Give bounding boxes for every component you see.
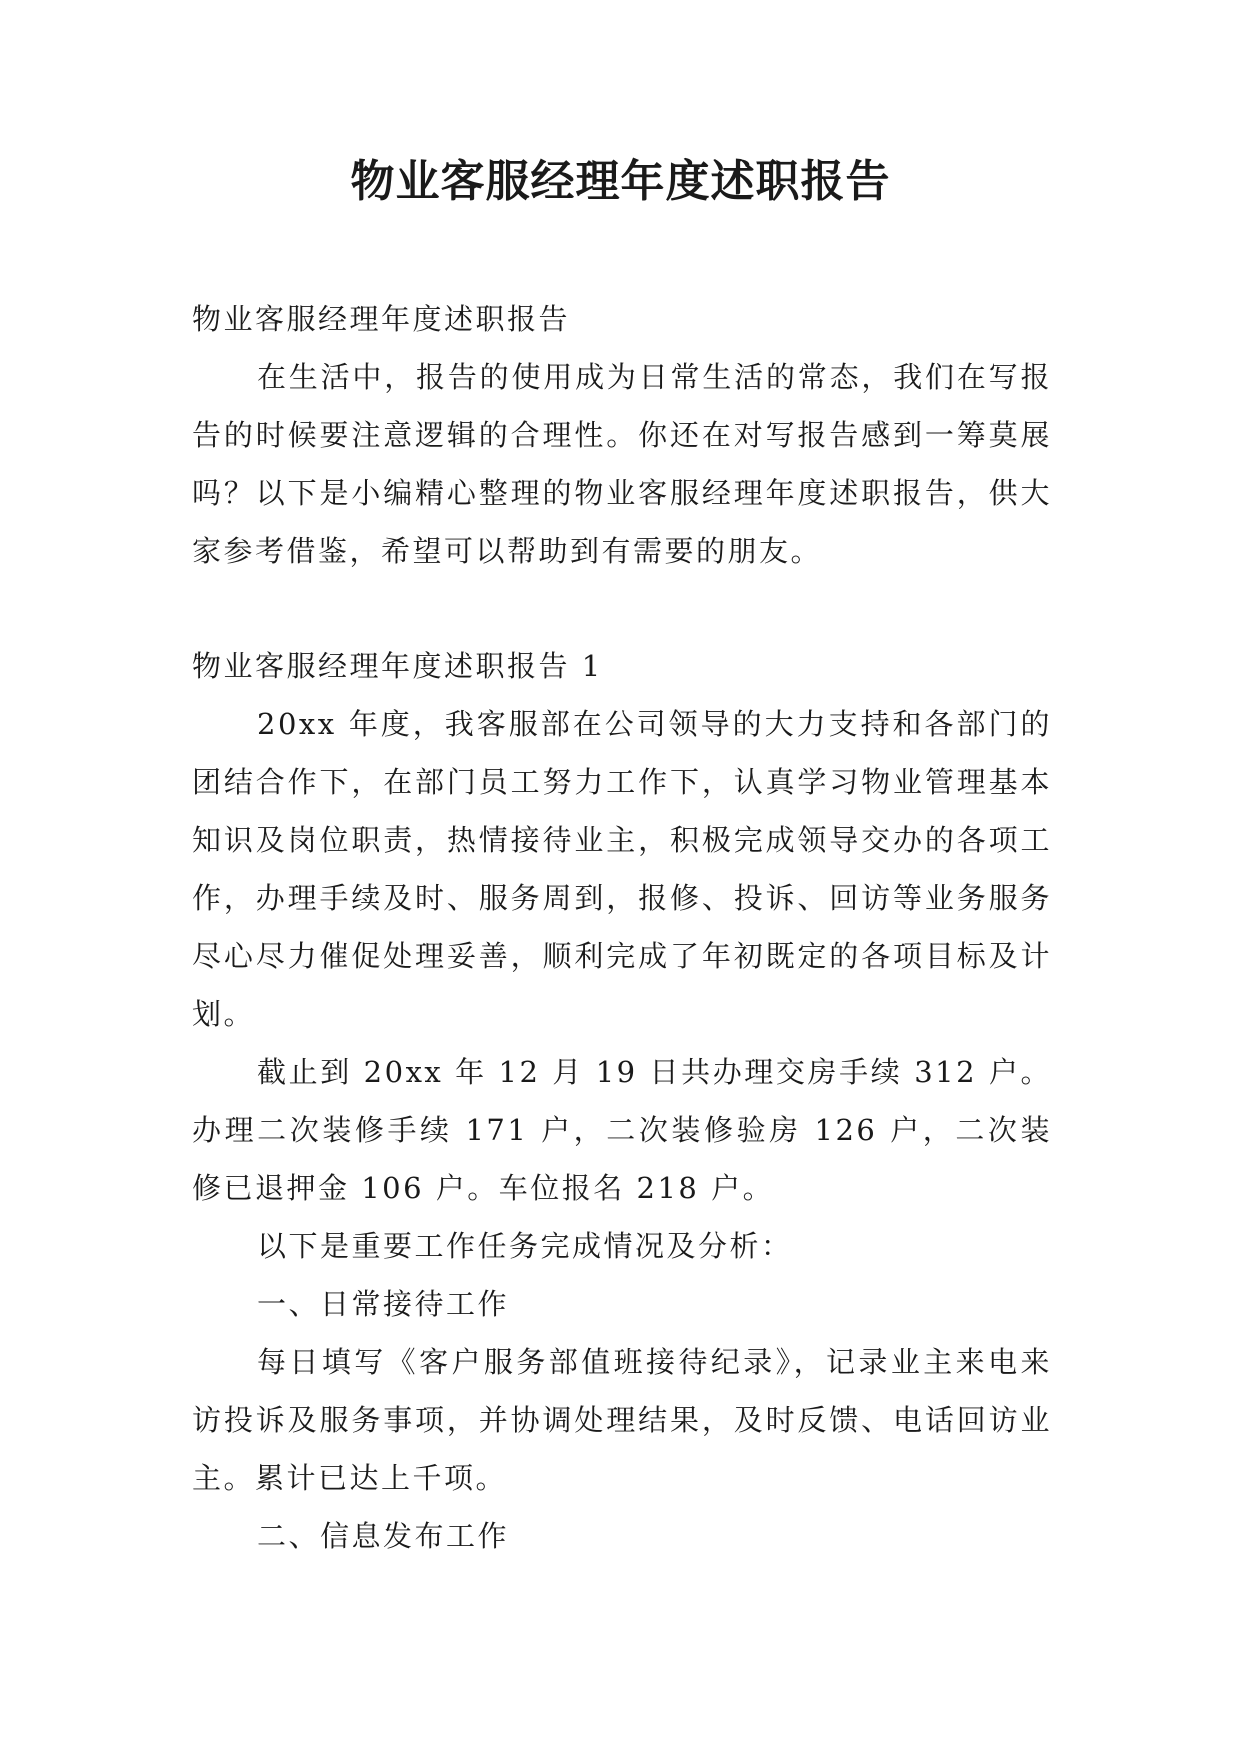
paragraph-tasks-intro: 以下是重要工作任务完成情况及分析： <box>257 1229 793 1263</box>
paragraph-statistics: 截止到 20xx 年 12 月 19 日共办理交房手续 312 户。办理二次装修手续 171 户，二次装修验房 126 户，二次装修已退押金 106 户。车位报名 218 户。 <box>192 1055 1052 1205</box>
document-body <box>192 290 1052 1565</box>
paragraph-daily-reception: 每日填写《客户服务部值班接待纪录》，记录业主来电来访投诉及服务事项，并协调处理结果，及时反馈、电话回访业主。累计已达上千项。 <box>192 1345 1052 1495</box>
section-spacer <box>192 580 1052 637</box>
paragraph-annual-summary: 20xx 年度，我客服部在公司领导的大力支持和各部门的团结合作下，在部门员工努力工作下，认真学习物业管理基本知识及岗位职责，热情接待业主，积极完成领导交办的各项工作，办理手续及时、服务周到，报修、投诉、回访等业务服务尽心尽力催促处理妥善，顺利完成了年初既定的各项目标及计划。 <box>192 707 1052 1031</box>
subheading-daily-reception: 一、日常接待工作 <box>257 1287 510 1321</box>
subheading-info-release: 二、信息发布工作 <box>257 1519 510 1553</box>
intro-paragraph: 在生活中，报告的使用成为日常生活的常态，我们在写报告的时候要注意逻辑的合理性。你还在对写报告感到一筹莫展吗？以下是小编精心整理的物业客服经理年度述职报告，供大家参考借鉴，希望可以帮助到有需要的朋友。 <box>192 360 1052 568</box>
intro-heading: 物业客服经理年度述职报告 <box>192 302 571 336</box>
section-heading-1: 物业客服经理年度述职报告 1 <box>192 649 603 683</box>
document-title: 物业客服经理年度述职报告 <box>350 156 891 207</box>
